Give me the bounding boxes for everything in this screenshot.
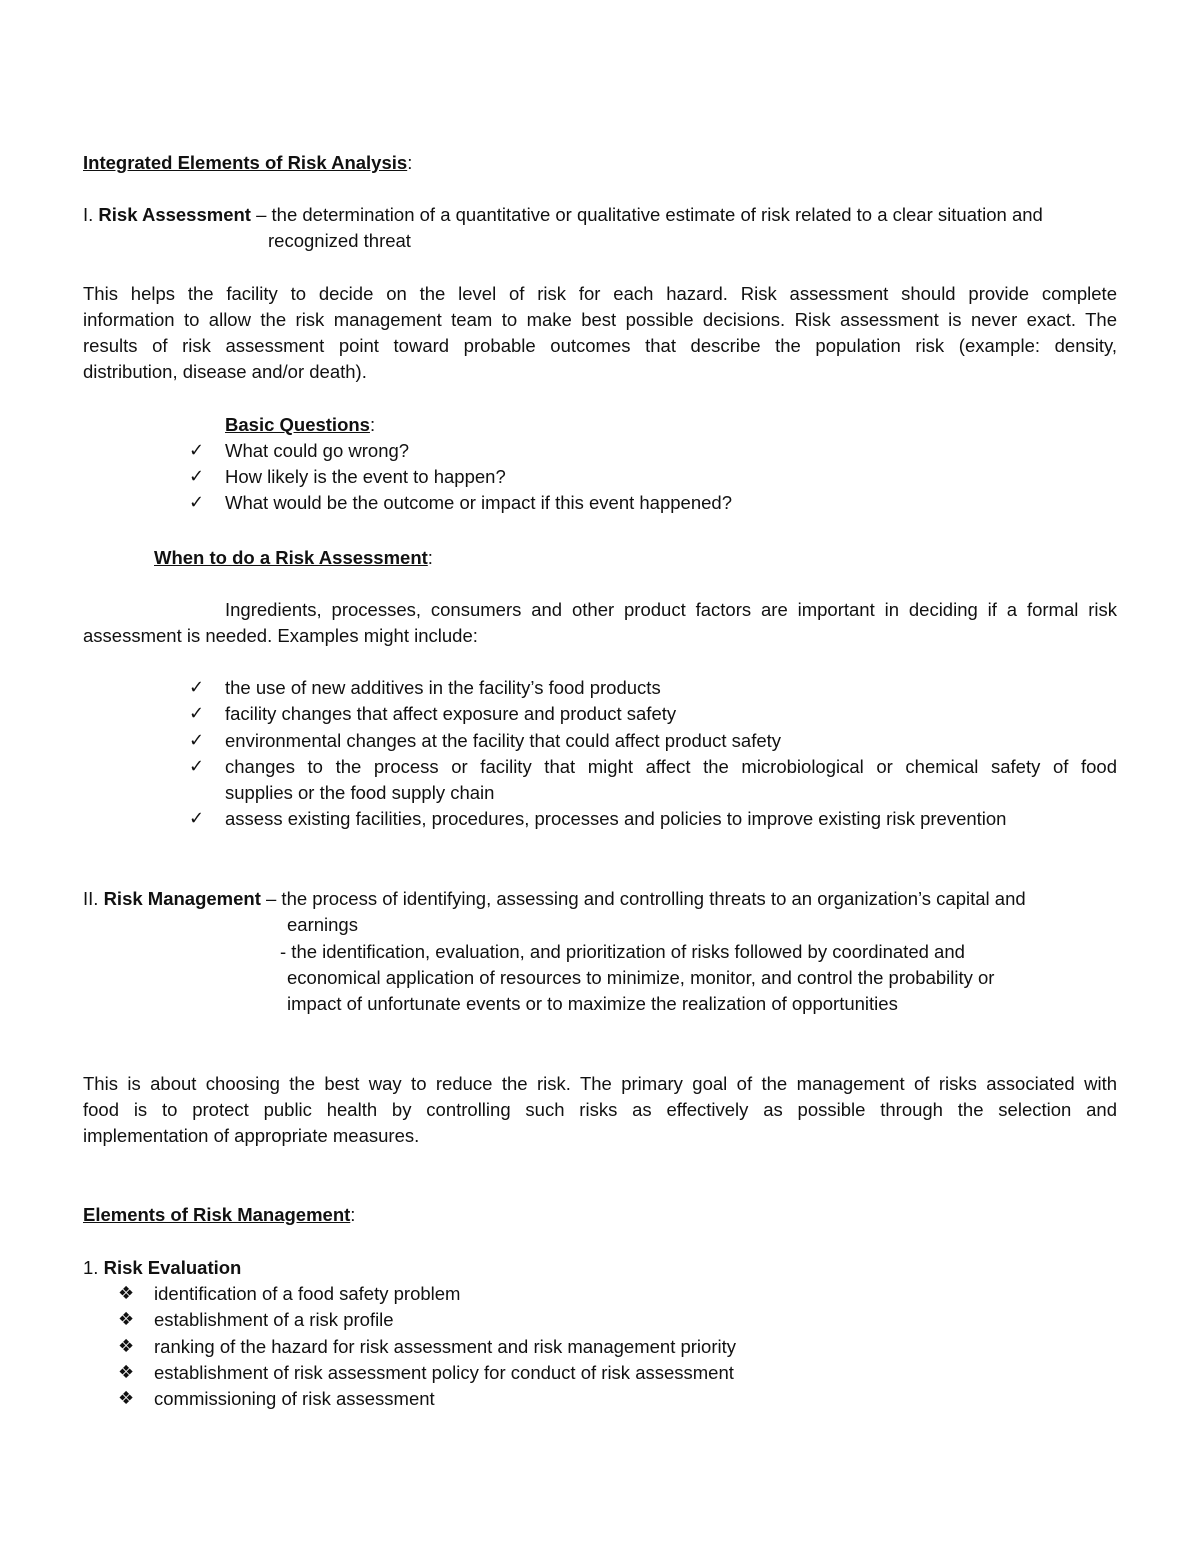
risk-evaluation-item: commissioning of risk assessment [154,1388,435,1409]
risk-evaluation-item: establishment of a risk profile [154,1309,394,1330]
check-mark-icon: ✓ [189,730,205,751]
elements-heading-text: Elements of Risk Management [83,1204,351,1225]
elements-heading [83,1202,355,1228]
document-title [83,150,412,176]
para2-line-2: food is to protect public health by controlling such risks as effectively as possible through the selection and [83,1099,1117,1120]
para2-line-3: implementation of appropriate measures. [83,1125,420,1146]
basic-question-item: How likely is the event to happen? [225,466,506,487]
four-diamond-bullet-icon: ❖ [118,1336,135,1357]
risk-management-def2-line-1: - the identification, evaluation, and prioritization of risks followed by coordinated and [280,941,965,962]
risk-management-definition [83,886,1026,912]
when-intro-line-1: Ingredients, processes, consumers and other product factors are important in deciding if a formal risk [225,599,1117,620]
when-item: the use of new additives in the facility’s food products [225,677,661,698]
basic-question-item: What would be the outcome or impact if this event happened? [225,492,732,513]
four-diamond-bullet-icon: ❖ [118,1309,135,1330]
when-item: environmental changes at the facility that could affect product safety [225,730,782,751]
subsection-numeral: 1. [83,1257,104,1278]
risk-assessment-def-line-1: – the determination of a quantitative or qualitative estimate of risk related to a clear situation and [250,204,1043,225]
risk-assessment-term: Risk Assessment [98,204,251,225]
when-heading [154,545,433,571]
risk-evaluation-heading [83,1255,241,1281]
four-diamond-bullet-icon: ❖ [118,1283,135,1304]
basic-questions-heading [225,412,375,438]
risk-assessment-definition [83,202,1043,228]
section-numeral: II. [83,888,104,909]
para2-line-1: This is about choosing the best way to reduce the risk. The primary goal of the management of risks associated with [83,1073,1117,1094]
basic-questions-heading-text: Basic Questions [225,414,370,435]
check-mark-icon: ✓ [189,677,205,698]
para1-line-2: information to allow the risk management team to make best possible decisions. Risk assessment is never exact. The [83,309,1117,330]
check-mark-icon: ✓ [189,440,205,461]
basic-questions-colon: : [369,414,376,435]
when-item-continued: supplies or the food supply chain [225,782,495,803]
check-mark-icon: ✓ [189,466,205,487]
when-item: changes to the process or facility that might affect the microbiological or chemical safety of food [225,756,1117,777]
when-item: facility changes that affect exposure and product safety [225,703,677,724]
four-diamond-bullet-icon: ❖ [118,1362,135,1383]
title-colon: : [407,152,413,173]
para1-line-3: results of risk assessment point toward probable outcomes that describe the population risk (example: density, [83,335,1117,356]
check-mark-icon: ✓ [189,703,205,724]
check-mark-icon: ✓ [189,492,205,513]
risk-evaluation-title: Risk Evaluation [103,1257,242,1278]
basic-question-item: What could go wrong? [225,440,410,461]
when-heading-colon: : [427,547,433,568]
when-intro-line-2: assessment is needed. Examples might include: [83,625,478,646]
risk-management-def2-line-3: impact of unfortunate events or to maximize the realization of opportunities [287,993,898,1014]
check-mark-icon: ✓ [189,808,205,829]
when-heading-text: When to do a Risk Assessment [154,547,428,568]
risk-evaluation-item: identification of a food safety problem [154,1283,461,1304]
para1-line-4: distribution, disease and/or death). [83,361,367,382]
risk-management-def1-line-1: – the process of identifying, assessing and controlling threats to an organization’s capital and [260,888,1026,909]
risk-management-def2-line-2: economical application of resources to minimize, monitor, and control the probability or [287,967,995,988]
para1-line-1: This helps the facility to decide on the level of risk for each hazard. Risk assessment should provide complete [83,283,1117,304]
section-numeral: I. [83,204,99,225]
check-mark-icon: ✓ [189,756,205,777]
risk-assessment-def-line-2: recognized threat [268,230,411,251]
risk-management-def1-line-2: earnings [287,914,358,935]
when-item: assess existing facilities, procedures, processes and policies to improve existing risk prevention [225,808,1007,829]
risk-evaluation-item: ranking of the hazard for risk assessment and risk management priority [154,1336,736,1357]
four-diamond-bullet-icon: ❖ [118,1388,135,1409]
risk-evaluation-item: establishment of risk assessment policy for conduct of risk assessment [154,1362,734,1383]
elements-heading-colon: : [350,1204,356,1225]
risk-management-term: Risk Management [103,888,261,909]
title-text: Integrated Elements of Risk Analysis [83,152,408,173]
